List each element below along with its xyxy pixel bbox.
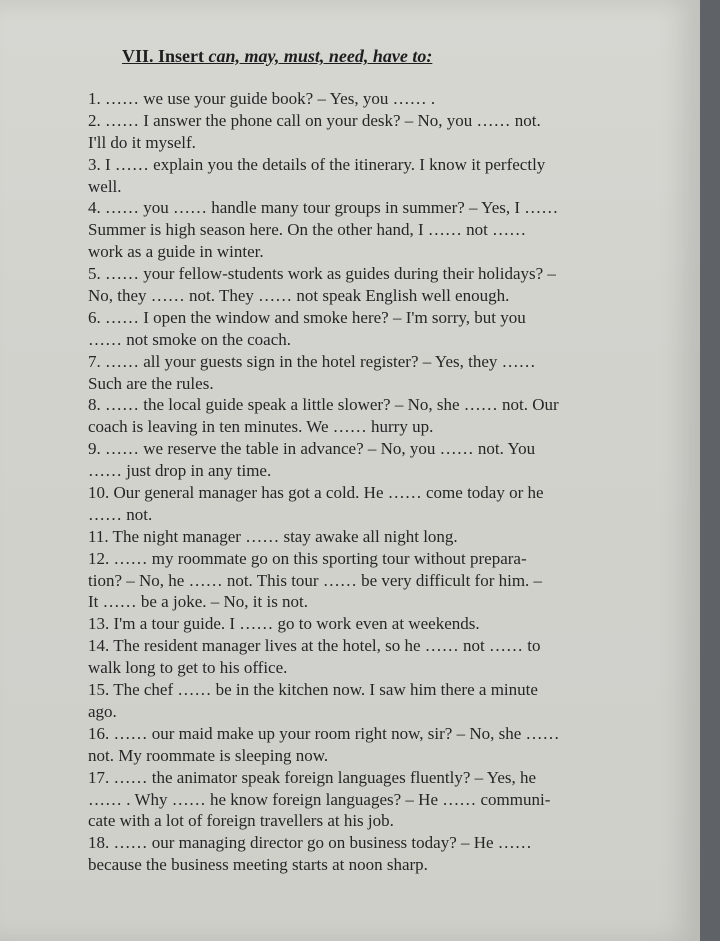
text-line: No, they …… not. They …… not speak English well enough. — [88, 286, 510, 306]
text-line: work as a guide in winter. — [88, 242, 264, 262]
text-line: ago. — [88, 701, 117, 721]
text-line: 12. …… my roommate go on this sporting tour without prepara- — [88, 548, 527, 568]
text-line: 5. …… your fellow-students work as guides during their holidays? – — [88, 264, 556, 284]
text-line: 15. The chef …… be in the kitchen now. I saw him there a minute — [88, 680, 538, 700]
text-line: 10. Our general manager has got a cold. He …… come today or he — [88, 483, 544, 503]
exercise-title-modals: can, may, must, need, have to: — [208, 46, 433, 66]
text-line: 2. …… I answer the phone call on your desk? – No, you …… not. — [88, 110, 541, 130]
text-line: …… not smoke on the coach. — [88, 329, 292, 349]
text-line: 9. …… we reserve the table in advance? – No, you …… not. You — [88, 439, 536, 459]
text-line: …… just drop in any time. — [88, 461, 272, 481]
text-line: cate with a lot of foreign travellers at his job. — [88, 811, 394, 831]
text-line: 13. I'm a tour guide. I …… go to work even at weekends. — [88, 614, 480, 634]
exercise-text — [88, 88, 683, 876]
text-line: walk long to get to his office. — [88, 658, 288, 678]
text-line: 3. I …… explain you the details of the itinerary. I know it perfectly — [88, 154, 546, 174]
text-line: …… . Why …… he know foreign languages? – He …… communi- — [88, 789, 551, 809]
exercise-title — [122, 46, 432, 67]
text-line: Summer is high season here. On the other hand, I …… not …… — [88, 220, 527, 240]
text-line: not. My roommate is sleeping now. — [88, 745, 329, 765]
text-line: 8. …… the local guide speak a little slower? – No, she …… not. Our — [88, 395, 559, 415]
text-line: 18. …… our managing director go on business today? – He …… — [88, 833, 532, 853]
text-line: 6. …… I open the window and smoke here? – I'm sorry, but you — [88, 307, 526, 327]
text-line: …… not. — [88, 504, 153, 524]
text-line: 11. The night manager …… stay awake all night long. — [88, 526, 458, 546]
text-line: because the business meeting starts at noon sharp. — [88, 855, 428, 875]
text-line: tion? – No, he …… not. This tour …… be very difficult for him. – — [88, 570, 543, 590]
text-line: well. — [88, 176, 122, 196]
text-line: It …… be a joke. – No, it is not. — [88, 592, 309, 612]
exercise-title-prefix: VII. Insert — [122, 46, 209, 66]
text-line: 14. The resident manager lives at the hotel, so he …… not …… to — [88, 636, 541, 656]
text-line: 16. …… our maid make up your room right now, sir? – No, she …… — [88, 723, 560, 743]
text-line: coach is leaving in ten minutes. We …… hurry up. — [88, 417, 434, 437]
text-line: 1. …… we use your guide book? – Yes, you …… . — [88, 89, 436, 108]
text-line: I'll do it myself. — [88, 132, 196, 152]
text-line: 17. …… the animator speak foreign languages fluently? – Yes, he — [88, 767, 537, 787]
text-line: 4. …… you …… handle many tour groups in summer? – Yes, I …… — [88, 198, 559, 218]
text-line: Such are the rules. — [88, 373, 214, 393]
text-line: 7. …… all your guests sign in the hotel register? – Yes, they …… — [88, 351, 536, 371]
